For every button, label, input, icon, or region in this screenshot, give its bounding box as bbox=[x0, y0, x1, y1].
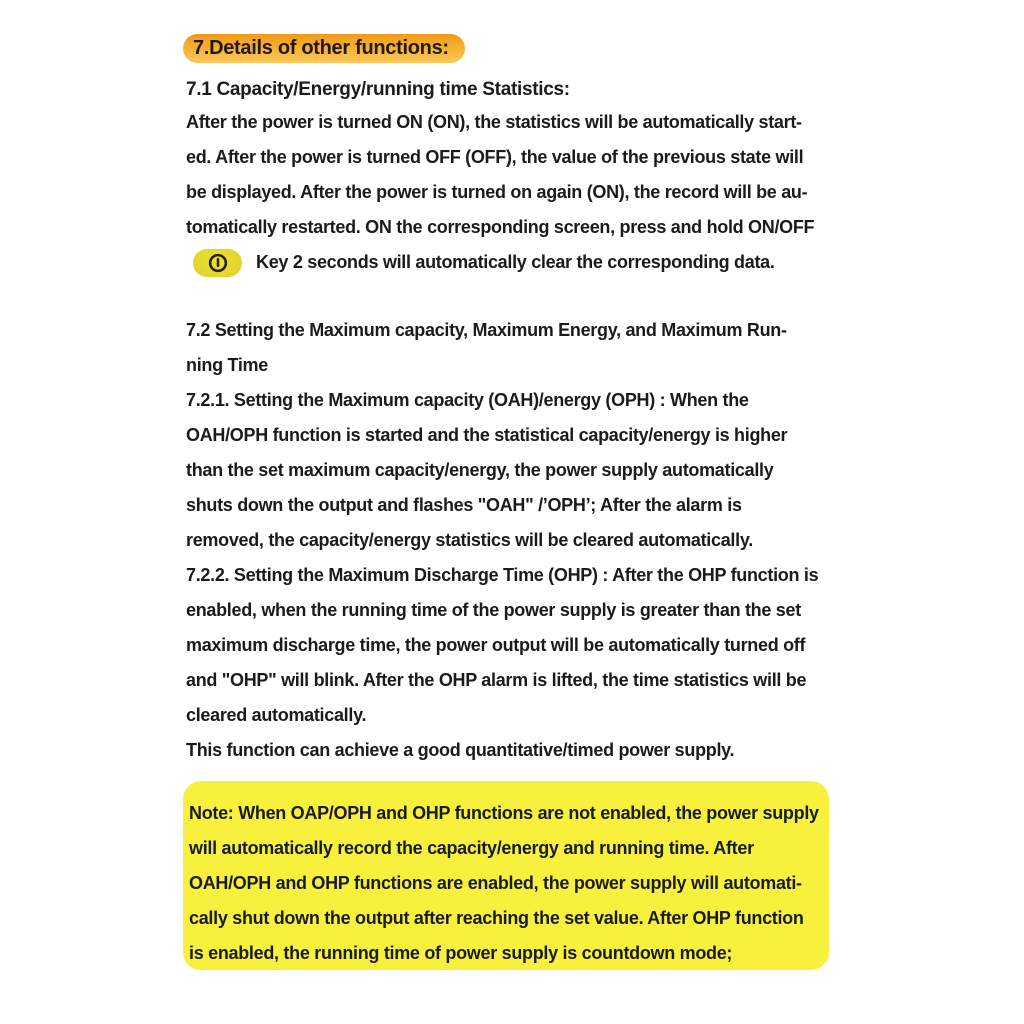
text-line: removed, the capacity/energy statistics will be cleared automatically. bbox=[186, 530, 753, 550]
text-line: and "OHP" will blink. After the OHP alarm is lifted, the time statistics will be bbox=[186, 670, 807, 690]
text-line: ed. After the power is turned OFF (OFF), the value of the previous state will bbox=[186, 147, 804, 167]
text-line: ning Time bbox=[186, 355, 268, 375]
note-line: Note: When OAP/OPH and OHP functions are not enabled, the power supply bbox=[189, 803, 819, 823]
section-7-1-paragraph bbox=[186, 105, 814, 280]
text-line: OAH/OPH function is started and the statistical capacity/energy is higher bbox=[186, 425, 788, 445]
power-key-highlight bbox=[193, 249, 242, 277]
power-on-icon bbox=[207, 252, 229, 274]
text-line: 7.2.1. Setting the Maximum capacity (OAH)/energy (OPH) : When the bbox=[186, 390, 749, 410]
note-line: cally shut down the output after reaching the set value. After OHP function bbox=[189, 908, 804, 928]
text-line: tomatically restarted. ON the corresponding screen, press and hold ON/OFF bbox=[186, 217, 815, 237]
note-line: is enabled, the running time of power supply is countdown mode; bbox=[189, 943, 733, 963]
note-line: will automatically record the capacity/energy and running time. After bbox=[189, 838, 754, 858]
note-box bbox=[183, 781, 829, 970]
text-line: 7.2.2. Setting the Maximum Discharge Time (OHP) : After the OHP function is bbox=[186, 565, 819, 585]
text-line: maximum discharge time, the power output will be automatically turned off bbox=[186, 635, 806, 655]
text-line: enabled, when the running time of the power supply is greater than the set bbox=[186, 600, 801, 620]
section-heading bbox=[183, 34, 465, 63]
text-line: be displayed. After the power is turned on again (ON), the record will be au- bbox=[186, 182, 808, 202]
heading-highlight: 7.Details of other functions: bbox=[183, 34, 465, 63]
text-line: cleared automatically. bbox=[186, 705, 367, 725]
key-instruction-line bbox=[186, 245, 814, 280]
text-line: After the power is turned ON (ON), the statistics will be automatically start- bbox=[186, 112, 802, 132]
text-line: shuts down the output and flashes "OAH" /’OPH’; After the alarm is bbox=[186, 495, 742, 515]
note-line: OAH/OPH and OHP functions are enabled, the power supply will automati- bbox=[189, 873, 802, 893]
section-7-1-title: 7.1 Capacity/Energy/running time Statistics: bbox=[186, 79, 570, 100]
key-instruction-text: Key 2 seconds will automatically clear the corresponding data. bbox=[256, 252, 775, 272]
text-line: This function can achieve a good quantitative/timed power supply. bbox=[186, 740, 735, 760]
text-line: than the set maximum capacity/energy, the power supply automatically bbox=[186, 460, 774, 480]
text-line: 7.2 Setting the Maximum capacity, Maximum Energy, and Maximum Run- bbox=[186, 320, 787, 340]
section-7-2-paragraph bbox=[186, 313, 818, 768]
